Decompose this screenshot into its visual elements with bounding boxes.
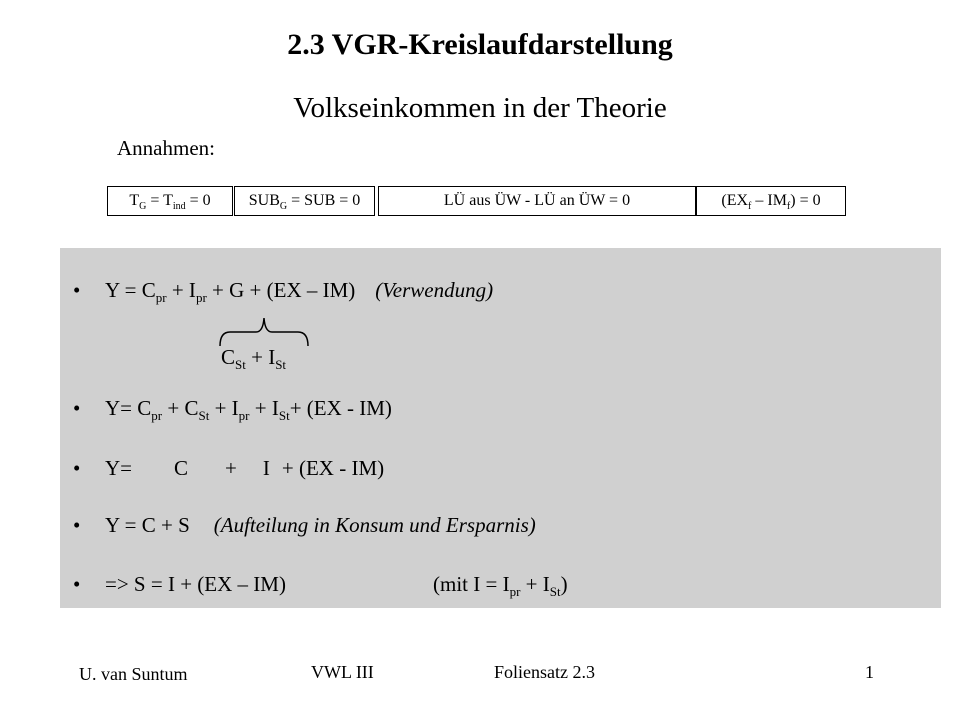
bullet: • <box>73 513 81 537</box>
bullet: • <box>73 456 81 480</box>
eq-text: Y= <box>105 456 133 480</box>
equation-expanded <box>105 396 392 421</box>
box-text: = 0 <box>185 192 211 209</box>
eq-subscript: St <box>275 357 287 372</box>
eq-subscript: pr <box>195 290 207 305</box>
assumptions-label: Annahmen: <box>117 136 215 160</box>
eq-text: + I <box>209 396 239 420</box>
eq-text: Y= C <box>105 396 152 420</box>
eq-subscript: pr <box>155 290 167 305</box>
curly-brace-icon <box>216 314 312 348</box>
eq-note: (Verwendung) <box>375 278 494 302</box>
box-text: T <box>129 192 140 209</box>
brace-label <box>221 345 286 370</box>
assumption-box-taxes <box>107 186 233 216</box>
eq-text: + I <box>245 345 276 369</box>
eq-note: (Aufteilung in Konsum und Ersparnis) <box>213 513 536 537</box>
assumption-box-transfers <box>378 186 696 216</box>
equation-usage <box>105 278 493 303</box>
equation-aggregated <box>105 456 384 481</box>
eq-subscript: St <box>235 357 246 372</box>
eq-text: + I <box>520 572 550 596</box>
assumption-box-trade <box>696 186 846 216</box>
eq-subscript: St <box>198 408 210 423</box>
eq-subscript: pr <box>509 584 521 599</box>
footer-author: U. van Suntum <box>79 664 188 684</box>
bullet: • <box>73 396 81 420</box>
box-text: – IM <box>751 192 787 209</box>
bullet: • <box>73 278 81 302</box>
footer-slideset: Foliensatz 2.3 <box>494 662 595 682</box>
eq-text: + I <box>166 278 196 302</box>
box-text: ) = 0 <box>790 192 821 209</box>
eq-subscript: St <box>549 584 561 599</box>
box-text: = SUB = 0 <box>287 192 361 209</box>
eq-text: + (EX - IM) <box>281 456 385 480</box>
eq-text: Y = C <box>105 278 156 302</box>
bullet: • <box>73 572 81 596</box>
box-text: LÜ aus ÜW - LÜ an ÜW = 0 <box>443 192 631 209</box>
eq-text: I <box>262 456 270 480</box>
slide-subtitle: Volkseinkommen in der Theorie <box>293 92 667 124</box>
eq-subscript: pr <box>238 408 250 423</box>
box-subscript: f <box>786 201 791 212</box>
eq-subscript: pr <box>151 408 163 423</box>
box-subscript: G <box>279 201 288 212</box>
equation-consumption-saving <box>105 513 536 538</box>
box-text: = T <box>146 192 173 209</box>
equation-investment-definition <box>433 572 568 597</box>
assumption-box-subsidies <box>234 186 375 216</box>
eq-text: (mit I = I <box>433 572 510 596</box>
equation-savings-identity <box>105 572 286 597</box>
eq-text: => S = I + (EX – IM) <box>105 572 286 596</box>
eq-text: C <box>174 456 189 480</box>
slide-title: 2.3 VGR-Kreislaufdarstellung <box>287 28 673 61</box>
eq-text: + G + (EX – IM) <box>206 278 356 302</box>
box-subscript: G <box>139 201 147 212</box>
box-text: SUB <box>248 192 280 209</box>
box-text: (EX <box>721 192 749 209</box>
eq-text: Y = C + S <box>105 513 190 537</box>
eq-text: + I <box>249 396 279 420</box>
eq-text: C <box>221 345 236 369</box>
eq-text: + <box>225 456 237 480</box>
eq-subscript: St <box>278 408 290 423</box>
eq-text: + C <box>162 396 199 420</box>
footer-course: VWL III <box>311 662 374 682</box>
eq-text: + (EX - IM) <box>289 396 392 420</box>
eq-text: ) <box>560 572 568 596</box>
box-subscript: ind <box>172 201 186 212</box>
box-subscript: f <box>748 201 752 212</box>
footer-page-number: 1 <box>865 662 874 682</box>
